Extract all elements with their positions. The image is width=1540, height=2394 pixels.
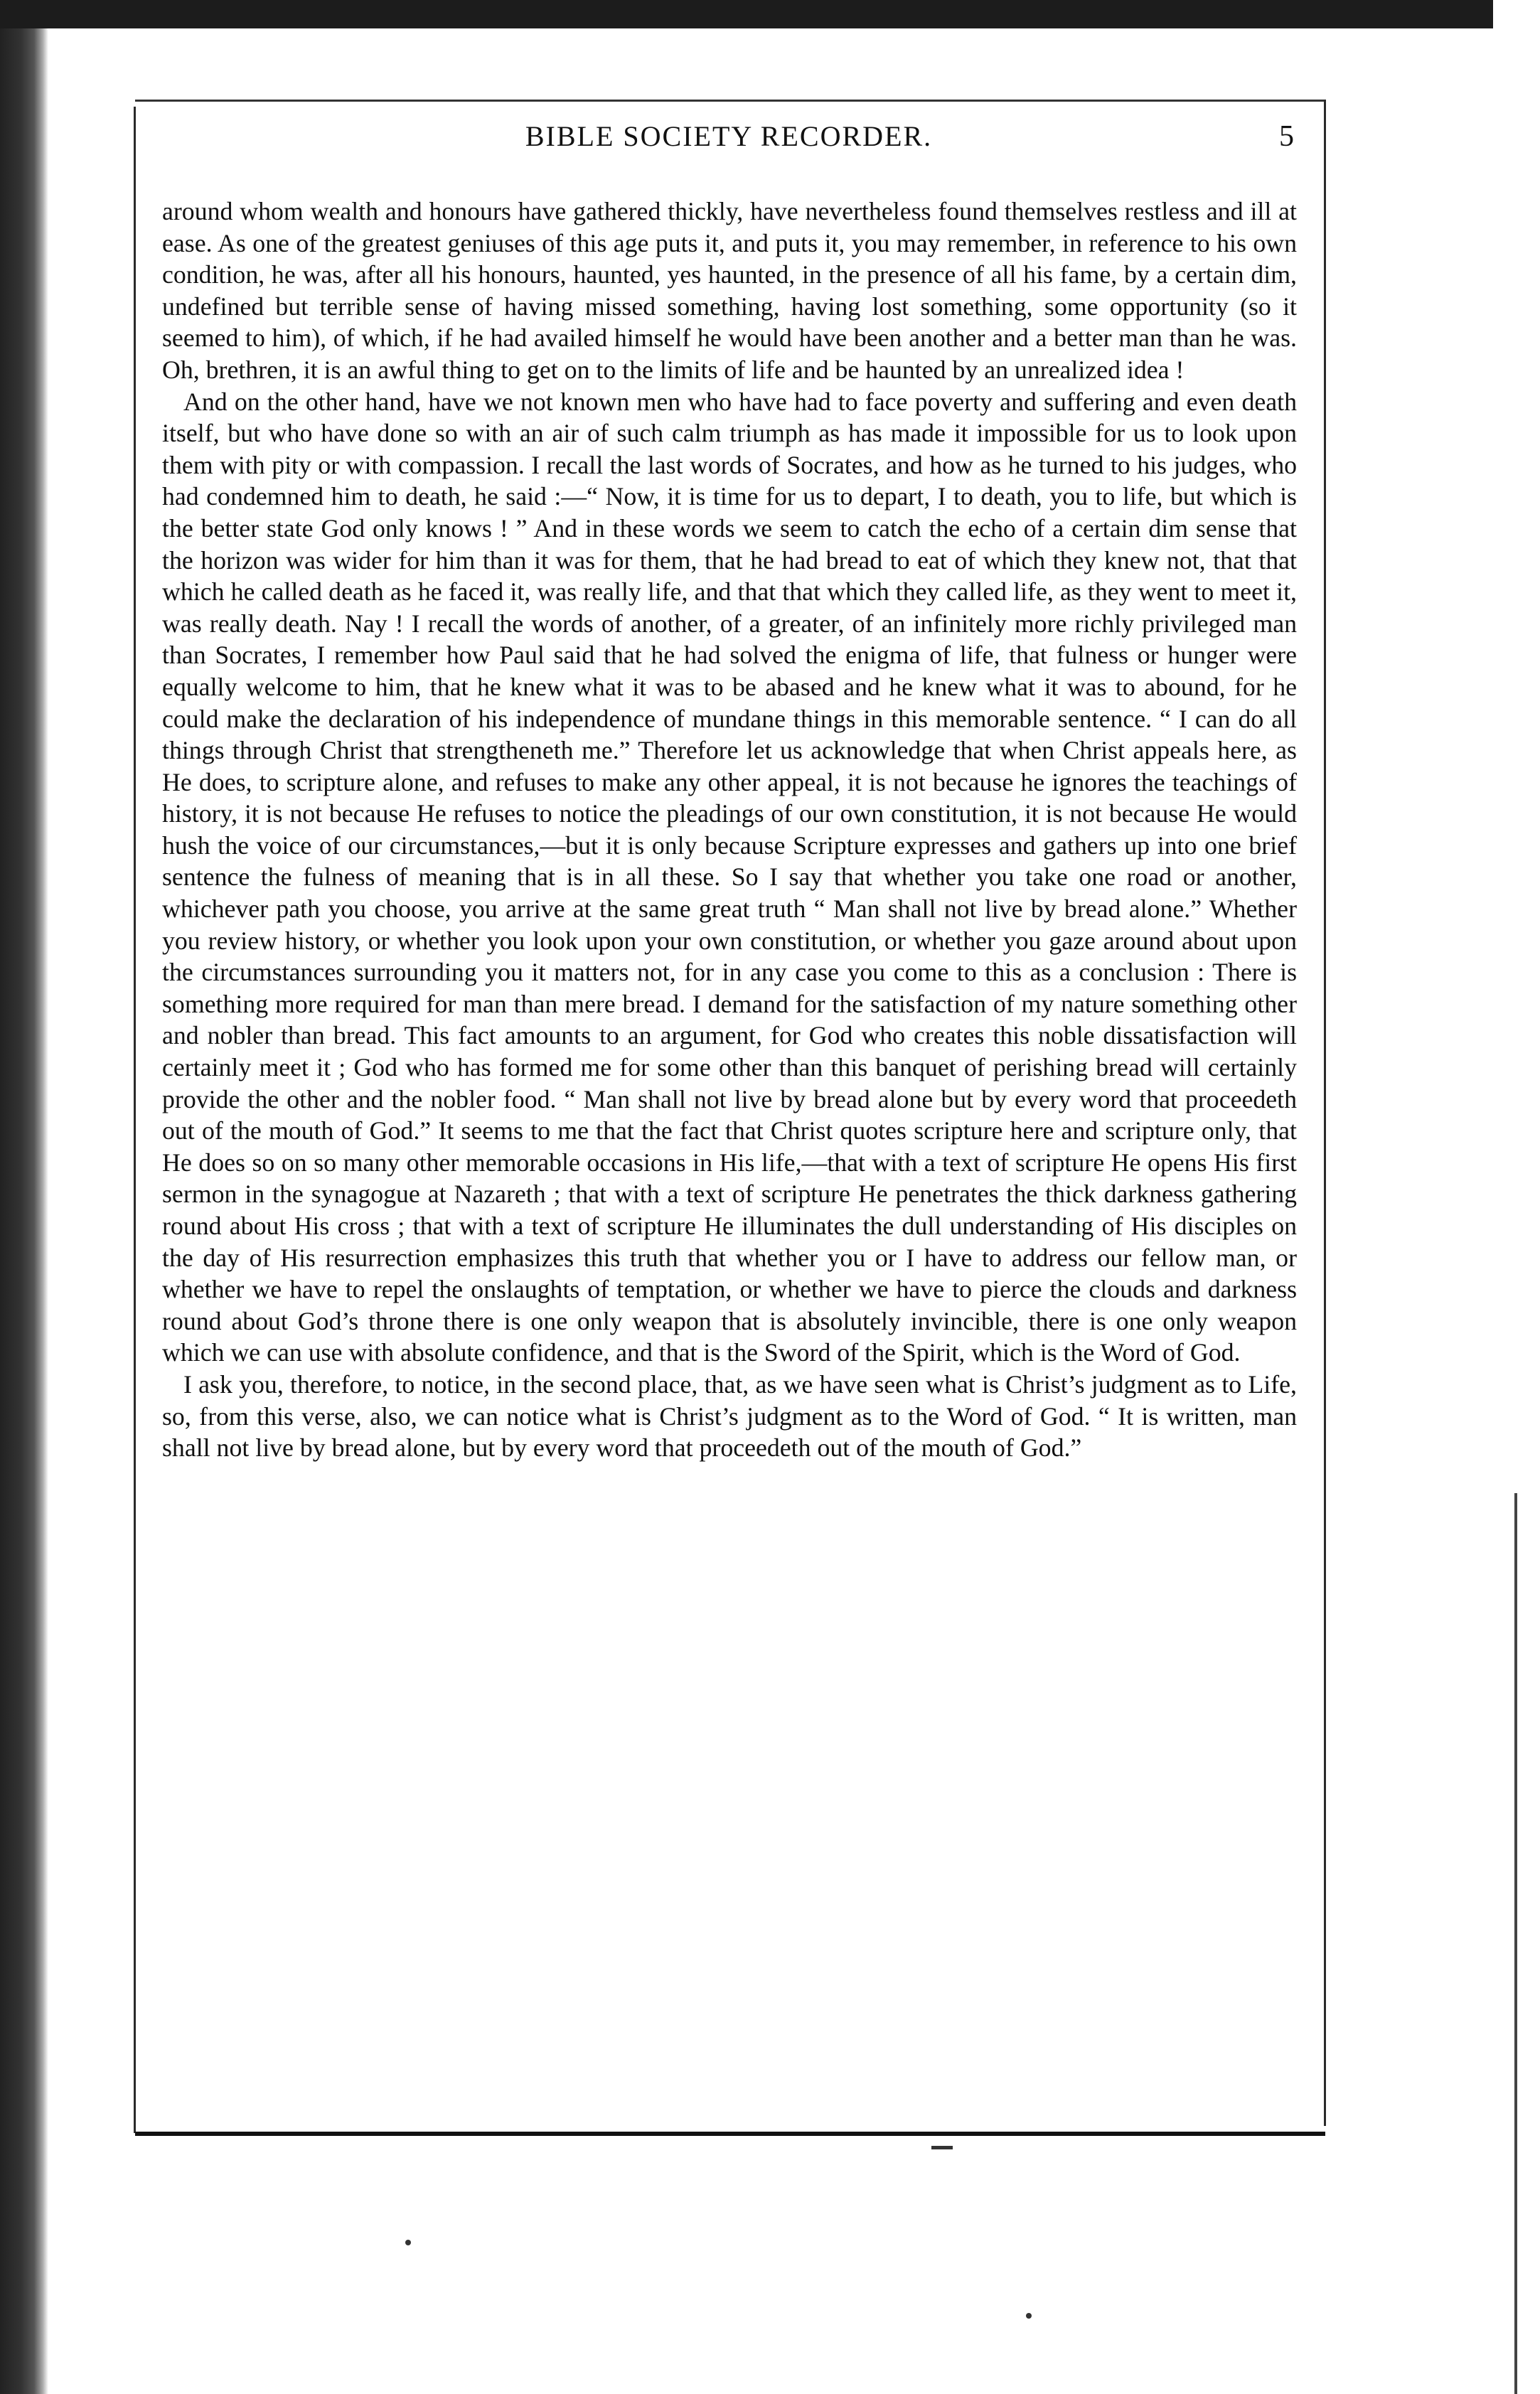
- page-edge-shadow: [1514, 1493, 1517, 2394]
- header-rule: [135, 100, 1325, 102]
- ink-speck: [405, 2240, 411, 2245]
- page-number: 5: [1279, 120, 1294, 153]
- paragraph-3: I ask you, therefore, to notice, in the second place, that, as we have seen what is Christ’s judgment as to Life, so, from this verse, also, we can notice what is Christ’s judgment as to the Word of God. “ It is written, man shall not live by bread alone, but by every word that proceedeth out of the mouth of God.”: [162, 1369, 1297, 1463]
- left-column-rule: [134, 107, 136, 2133]
- right-column-rule: [1324, 100, 1326, 2126]
- footer-rule: [135, 2132, 1325, 2136]
- print-mark: [931, 2146, 953, 2149]
- ink-speck: [1026, 2313, 1032, 2319]
- page-header: [164, 119, 1294, 169]
- book-binding-edge: [0, 28, 48, 2394]
- article-body: [162, 196, 1297, 2122]
- paragraph-2: And on the other hand, have we not known men who have had to face poverty and suffering and even death itself, but who have done so with an air of such calm triumph as has made it impossible for us to look upon them with pity or with compassion. I recall the last words of Socrates, and how as he turned to his judges, who had condemned him to death, he said :—“ Now, it is time for us to depart, I to death, you to life, but which is the better state God only knows ! ” And in these words we seem to catch the echo of a certain dim sense that the horizon was wider for him than it was for them, that he had bread to eat of which they knew not, that that which he called death as he faced it, was really life, and that that which they called life, as they went to meet it, was really death. Nay ! I recall the words of another, of a greater, of an infinitely more richly privileged man than Socrates, I remember how Paul said that he had solved the enigma of life, that fulness or hunger were equally welcome to him, that he knew what it was to be abased and he knew what it was to abound, for he could make the declaration of his independence of mundane things in this memorable sentence. “ I can do all things through Christ that strengtheneth me.” Therefore let us acknowledge that when Christ appeals here, as He does, to scripture alone, and refuses to make any other appeal, it is not because he ignores the teachings of history, it is not because He refuses to notice the pleadings of our own constitution, it is not because He would hush the voice of our circumstances,—but it is only because Scripture expresses and gathers up into one brief sentence the fulness of meaning that is in all these. So I say that whether you take one road or another, whichever path you choose, you arrive at the same great truth “ Man shall not live by bread alone.” Whether you review history, or whether you look upon your own constitution, or whether you gaze around about upon the circumstances surrounding you it matters not, for in any case you come to this as a conclusion : There is something more required for man than mere bread. I demand for the satisfaction of my nature something other and nobler than bread. This fact amounts to an argument, for God who creates this noble dissatisfaction will certainly meet it ; God who has formed me for some other than this banquet of perishing bread will certainly provide the other and the nobler food. “ Man shall not live by bread alone but by every word that proceedeth out of the mouth of God.” It seems to me that the fact that Christ quotes scripture here and scripture only, that He does so on so many other memorable occasions in His life,—that with a text of scripture He opens His first sermon in the synagogue at Nazareth ; that with a text of scripture He penetrates the thick darkness gathering round about His cross ; that with a text of scripture He illuminates the dull understanding of His disciples on the day of His resurrection emphasizes this truth that whether you or I have to address our fellow man, or whether we have to repel the onslaughts of temptation, or whether we have to pierce the clouds and darkness round about God’s throne there is one only weapon that is absolutely invincible, there is one only weapon which we can use with absolute confidence, and that is the Sword of the Spirit, which is the Word of God.: [162, 387, 1297, 1367]
- scan-top-bar: [0, 0, 1493, 28]
- running-head: BIBLE SOCIETY RECORDER.: [525, 120, 933, 152]
- paragraph-1: around whom wealth and honours have gathered thickly, have nevertheless found themselves restless and ill at ease. As one of the greatest geniuses of this age puts it, and puts it, you may remember, in reference to his own condition, he was, after all his honours, haunted, yes haunted, in the presence of all his fame, by a certain dim, undefined but terrible sense of having missed something, having lost something, some opportunity (so it seemed to him), of which, if he had availed himself he would have been another and a better man than he was. Oh, brethren, it is an awful thing to get on to the limits of life and be haunted by an unrealized idea !: [162, 197, 1297, 384]
